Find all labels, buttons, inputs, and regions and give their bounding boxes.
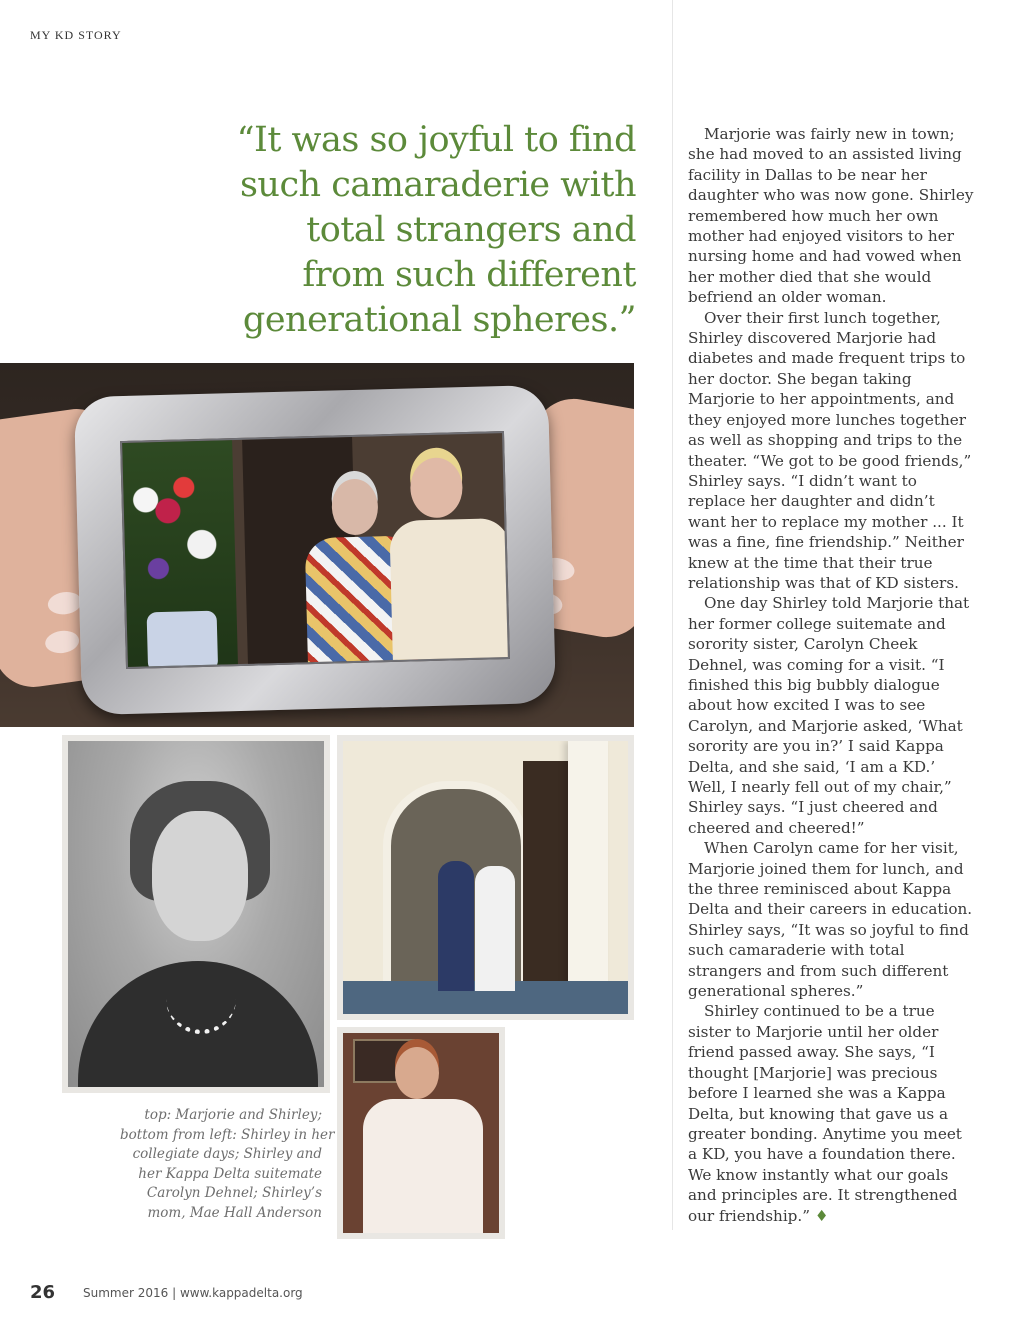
article-line: befriend an older woman. <box>688 288 887 307</box>
pull-quote-line: total strangers and <box>306 210 636 250</box>
article-line: they enjoyed more lunches together <box>688 410 967 429</box>
article-line: Marjorie was fairly new in town; <box>704 125 955 143</box>
article-line: before I learned she was a Kappa <box>688 1084 946 1103</box>
article-line: nursing home and had vowed when <box>688 247 962 266</box>
article-line: she had moved to an assisted living <box>688 145 962 164</box>
photo-caption <box>120 1106 335 1223</box>
article-line: finished this big bubbly dialogue <box>688 675 940 694</box>
article-line: and principles are. It strengthened <box>688 1186 958 1205</box>
article-line: Delta and their careers in education. <box>688 900 973 919</box>
article-line: friend passed away. She says, “I <box>688 1043 935 1062</box>
article-line: such camaraderie with total <box>688 941 905 960</box>
article-line: One day Shirley told Marjorie that <box>704 594 970 613</box>
pull-quote <box>236 118 636 343</box>
article-line: greater bonding. Anytime you meet <box>688 1124 962 1143</box>
article-line: Marjorie to her appointments, and <box>688 390 955 409</box>
caption-line: Carolyn Dehnel; Shirley’s <box>146 1185 322 1201</box>
article-line: sorority sister, Carolyn Cheek <box>688 635 918 654</box>
article-line: relationship was that of KD sisters. <box>688 573 959 592</box>
article-line: We know instantly what our goals <box>688 1165 949 1184</box>
framed-photo-image <box>0 363 634 727</box>
pull-quote-line: “It was so joyful to find <box>236 120 636 160</box>
article-line: a KD, you have a foundation there. <box>688 1145 956 1164</box>
article-line: about how excited I was to see <box>688 696 926 715</box>
article-line: Well, I nearly fell out of my chair,” <box>688 778 952 796</box>
mom-portrait-photo <box>337 1027 505 1239</box>
article-line: generational spheres.” <box>688 982 864 1001</box>
article-line: thought [Marjorie] was precious <box>688 1063 938 1082</box>
article-line: our friendship.” <box>688 1206 810 1225</box>
article-line: replace her daughter and didn’t <box>688 492 935 511</box>
article-line: as well as shopping and trips to the <box>688 431 963 450</box>
article-line: Shirley continued to be a true <box>704 1002 935 1021</box>
article-line: daughter who was now gone. Shirley <box>688 186 974 205</box>
article-line: Shirley says. “I didn’t want to <box>688 471 917 490</box>
caption-line: collegiate days; Shirley and <box>132 1146 322 1162</box>
article-line: her doctor. She began taking <box>688 369 912 388</box>
pull-quote-line: such camaraderie with <box>239 165 636 205</box>
article-line: Shirley says. “I just cheered and <box>688 798 938 817</box>
article-line: Delta, but knowing that gave us a <box>688 1104 949 1123</box>
article-line: strangers and from such different <box>688 961 949 980</box>
article-last-line <box>688 1206 978 1226</box>
article-line: Carolyn, and Marjorie asked, ‘What <box>688 716 963 735</box>
caption-line: mom, Mae Hall Anderson <box>147 1204 322 1221</box>
yearbook-portrait-image <box>62 735 330 1093</box>
article-line: sister to Marjorie until her older <box>688 1022 939 1041</box>
article-line: her mother died that she would <box>688 267 932 286</box>
article-line: mother had enjoyed visitors to her <box>688 227 954 246</box>
footer-text: Summer 2016 | www.kappadelta.org <box>83 1286 303 1300</box>
article-body <box>688 124 978 1226</box>
silver-picture-frame <box>74 385 556 715</box>
caption-line: her Kappa Delta suitemate <box>138 1165 322 1182</box>
article-line: her former college suitemate and <box>688 614 946 633</box>
vase <box>147 611 219 669</box>
article-line: sorority are you in?’ I said Kappa <box>688 737 944 756</box>
article-line: was a fine, fine friendship.” Neither <box>688 533 964 552</box>
article-line: remembered how much her own <box>688 206 939 225</box>
caption-line: top: Marjorie and Shirley; <box>144 1107 322 1123</box>
article-line: diabetes and made frequent trips to <box>688 349 966 368</box>
article-line: Over their first lunch together, <box>704 308 941 327</box>
article-line: Delta, and she said, ‘I am a KD.’ <box>688 757 936 776</box>
section-label: MY KD STORY <box>30 28 122 42</box>
article-line: Shirley says, “It was so joyful to find <box>688 920 969 939</box>
pull-quote-line: from such different <box>302 255 636 295</box>
framed-photo-content <box>120 431 510 669</box>
article-line: want her to replace my mother ... It <box>688 512 964 531</box>
caption-line: bottom from left: Shirley in her <box>120 1126 335 1143</box>
article-line: Shirley discovered Marjorie had <box>688 329 937 348</box>
article-line: cheered and cheered!” <box>688 818 865 837</box>
pull-quote-line: generational spheres.” <box>242 300 636 340</box>
page-number: 26 <box>30 1282 56 1303</box>
article-line: Marjorie joined them for lunch, and <box>688 859 964 878</box>
column-divider <box>672 0 673 1230</box>
building-entrance-photo <box>337 735 634 1020</box>
article-line: Dehnel, was coming for a visit. “I <box>688 655 945 674</box>
article-line: knew at the time that their true <box>688 553 933 572</box>
person-shirley <box>387 438 510 669</box>
article-line: the three reminisced about Kappa <box>688 880 952 899</box>
article-line: theater. “We got to be good friends,” <box>688 451 972 470</box>
article-line: When Carolyn came for her visit, <box>704 839 959 858</box>
article-line: facility in Dallas to be near her <box>688 165 927 184</box>
end-mark-diamond-icon: ♦ <box>814 1206 829 1225</box>
